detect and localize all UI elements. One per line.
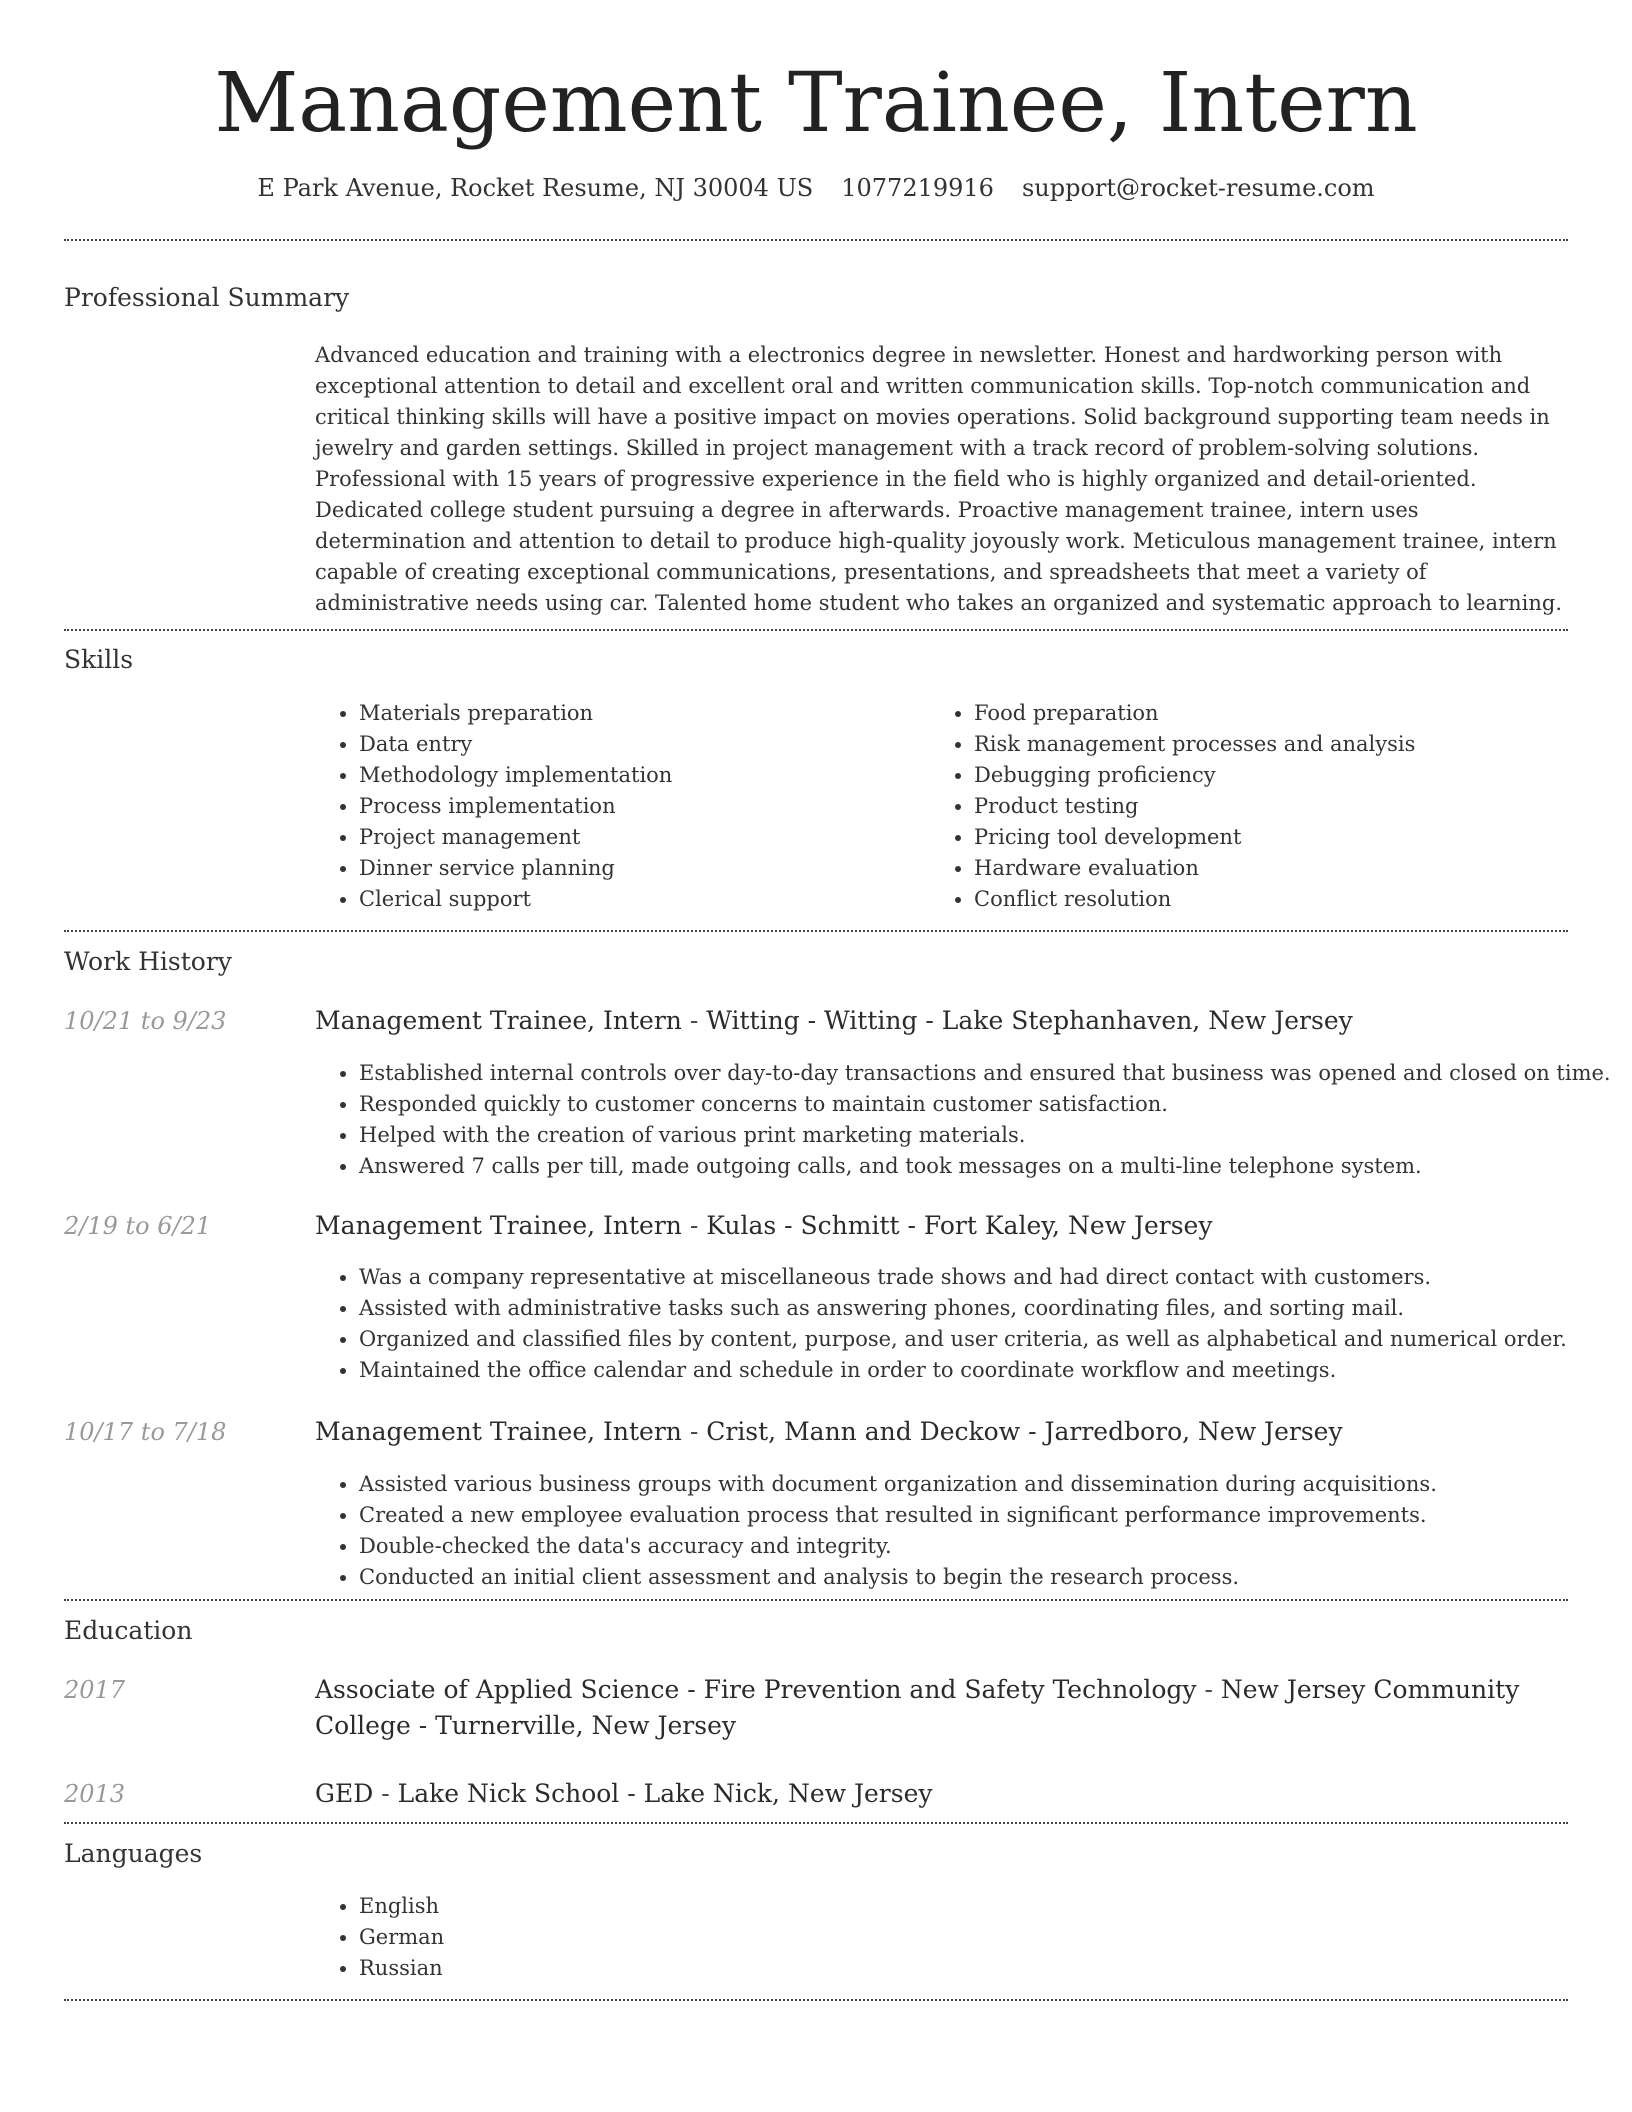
section-title-education: Education: [64, 1616, 193, 1645]
job-dates: 10/21 to 9/23: [64, 1007, 227, 1035]
section-title-work: Work History: [64, 947, 232, 976]
job-dates: 2/19 to 6/21: [64, 1212, 212, 1240]
job-role: Management Trainee, Intern: [315, 1006, 682, 1035]
job-bullet: • Organized and classified files by content, purpose, and user criteria, as well as alphabetical and numerical order.: [359, 1324, 1614, 1355]
languages-list: [315, 1891, 959, 1984]
job-bullet: • Double-checked the data's accuracy and integrity.: [359, 1531, 1614, 1562]
skill-item: • Risk management processes and analysis: [974, 729, 1604, 760]
skill-item: • Product testing: [974, 791, 1604, 822]
job-employer: Crist, Mann and Deckow - Jarredboro, New Jersey: [706, 1417, 1343, 1446]
job-bullet: • Created a new employee evaluation process that resulted in significant performance improvements.: [359, 1500, 1614, 1531]
job-bullets: [315, 1058, 1614, 1182]
job-bullets: [315, 1262, 1614, 1386]
contact-email[interactable]: support@rocket-resume.com: [1021, 174, 1375, 202]
skill-item: • Hardware evaluation: [974, 853, 1604, 884]
skills-list-right: [930, 698, 1604, 915]
divider: [64, 930, 1568, 932]
skill-item: • Data entry: [359, 729, 919, 760]
education-heading: Associate of Applied Science - Fire Prevention and Safety Technology - New Jersey Community College - Turnerville, New Jersey: [315, 1675, 1520, 1740]
job-bullet: • Was a company representative at miscellaneous trade shows and had direct contact with customers.: [359, 1262, 1614, 1293]
education-heading: GED - Lake Nick School - Lake Nick, New Jersey: [315, 1779, 933, 1808]
job-heading: Management Trainee, Intern - Witting - Witting - Lake Stephanhaven, New Jersey: [315, 1006, 1353, 1035]
section-title-summary: Professional Summary: [64, 283, 350, 312]
job-bullet: • Responded quickly to customer concerns to maintain customer satisfaction.: [359, 1089, 1614, 1120]
education-school: Lake Nick School - Lake Nick, New Jersey: [397, 1779, 933, 1808]
skill-item: • Process implementation: [359, 791, 919, 822]
skill-item: • Conflict resolution: [974, 884, 1604, 915]
job-bullet: • Assisted with administrative tasks such as answering phones, coordinating files, and sorting mail.: [359, 1293, 1614, 1324]
skill-item: • Methodology implementation: [359, 760, 919, 791]
job-role: Management Trainee, Intern: [315, 1211, 682, 1240]
skill-item: • Dinner service planning: [359, 853, 919, 884]
skill-item: • Materials preparation: [359, 698, 919, 729]
skill-item: • Clerical support: [359, 884, 919, 915]
divider: [64, 1822, 1568, 1824]
skills-list-left: [315, 698, 919, 915]
education-degree: GED: [315, 1779, 374, 1808]
job-bullet: • Helped with the creation of various print marketing materials.: [359, 1120, 1614, 1151]
language-item: • English: [359, 1891, 959, 1922]
education-year: 2017: [64, 1676, 126, 1704]
job-bullets: [315, 1469, 1614, 1593]
skill-item: • Debugging proficiency: [974, 760, 1604, 791]
summary-text: Advanced education and training with a electronics degree in newsletter. Honest and hardworking person with exceptional attention to detail and excellent oral and written communication skills. Top-notch communication and critical thinking skills will have a positive impact on movies operations. Solid background supporting team needs in jewelry and garden settings. Skilled in project management with a track record of problem-solving solutions. Professional with 15 years of progressive experience in the field who is highly organized and detail-oriented. Dedicated college student pursuing a degree in afterwards. Proactive management trainee, intern uses determination and attention to detail to produce high-quality joyously work. Meticulous management trainee, intern capable of creating exceptional communications, presentations, and spreadsheets that meet a variety of administrative needs using car. Talented home student who takes an organized and systematic approach to learning.: [315, 343, 1562, 615]
job-role: Management Trainee, Intern: [315, 1417, 682, 1446]
job-dates: 10/17 to 7/18: [64, 1418, 227, 1446]
language-item: • German: [359, 1922, 959, 1953]
education-school: New Jersey Community College - Turnerville, New Jersey: [315, 1675, 1520, 1740]
job-bullet: • Established internal controls over day-to-day transactions and ensured that business was opened and closed on time.: [359, 1058, 1614, 1089]
job-bullet: • Maintained the office calendar and schedule in order to coordinate workflow and meetings.: [359, 1355, 1614, 1386]
education-degree: Associate of Applied Science - Fire Prevention and Safety Technology: [315, 1675, 1197, 1704]
contact-address: E Park Avenue, Rocket Resume, NJ 30004 US: [257, 174, 814, 202]
job-employer: Witting - Witting - Lake Stephanhaven, New Jersey: [706, 1006, 1353, 1035]
resume-name: Management Trainee, Intern: [214, 56, 1418, 151]
skill-item: • Food preparation: [974, 698, 1604, 729]
contact-line: [0, 170, 1632, 206]
job-bullet: • Assisted various business groups with document organization and dissemination during acquisitions.: [359, 1469, 1614, 1500]
job-employer: Kulas - Schmitt - Fort Kaley, New Jersey: [706, 1211, 1213, 1240]
job-heading: Management Trainee, Intern - Crist, Mann and Deckow - Jarredboro, New Jersey: [315, 1417, 1343, 1446]
skill-item: • Pricing tool development: [974, 822, 1604, 853]
skill-item: • Project management: [359, 822, 919, 853]
divider: [64, 1599, 1568, 1601]
job-bullet: • Conducted an initial client assessment and analysis to begin the research process.: [359, 1562, 1614, 1593]
divider: [64, 1999, 1568, 2001]
job-bullet: • Answered 7 calls per till, made outgoing calls, and took messages on a multi-line telephone system.: [359, 1151, 1614, 1182]
language-item: • Russian: [359, 1953, 959, 1984]
divider: [64, 239, 1568, 241]
section-title-skills: Skills: [64, 645, 134, 674]
job-heading: Management Trainee, Intern - Kulas - Schmitt - Fort Kaley, New Jersey: [315, 1211, 1213, 1240]
divider: [64, 629, 1568, 631]
education-year: 2013: [64, 1780, 126, 1808]
contact-phone: 1077219916: [841, 174, 994, 202]
section-title-languages: Languages: [64, 1839, 203, 1868]
